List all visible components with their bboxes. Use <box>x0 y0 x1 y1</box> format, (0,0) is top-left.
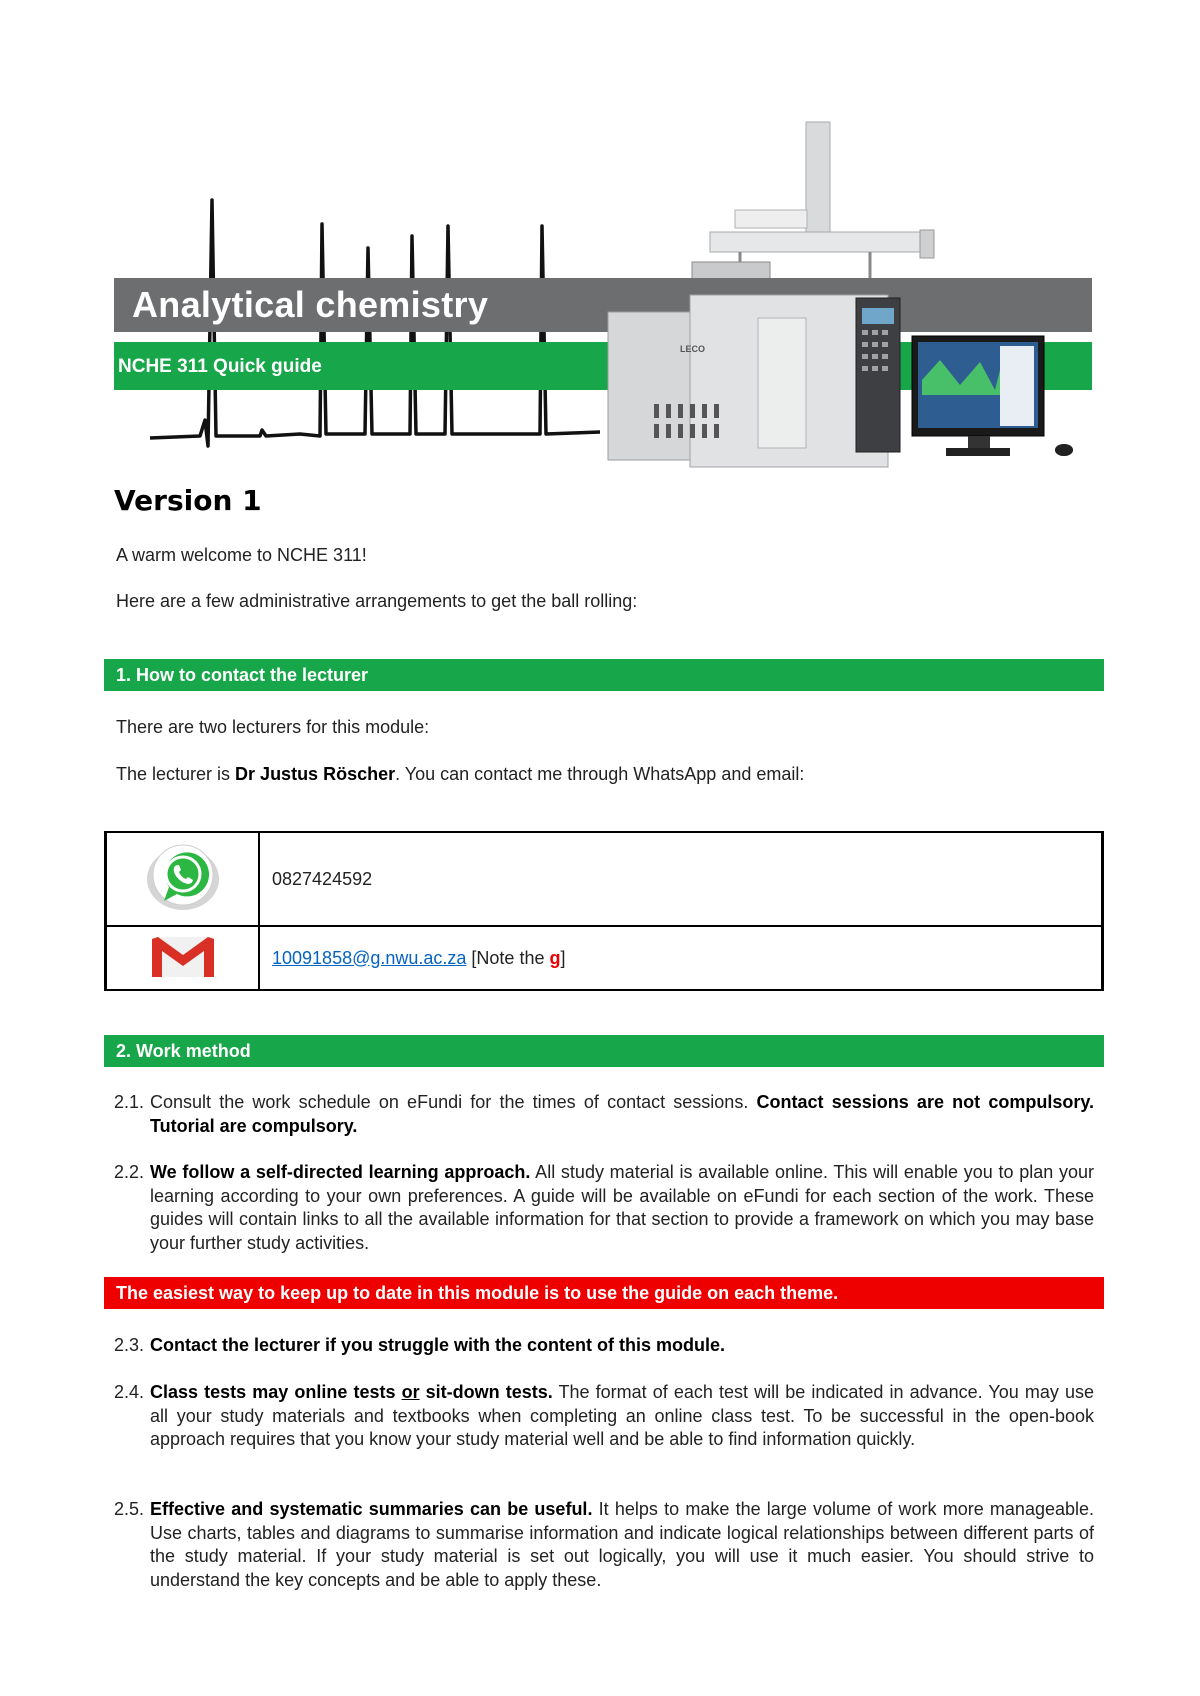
list-item-number: 2.3. <box>114 1335 145 1355</box>
list-item-number: 2.5. <box>114 1499 145 1519</box>
highlight-bar <box>104 1277 1104 1309</box>
list-item-number: 2.2. <box>114 1162 145 1182</box>
lecturer-name: Dr Justus Röscher <box>235 764 396 784</box>
whatsapp-icon-cell <box>106 832 260 926</box>
email-note-prefix: [Note the <box>466 947 550 968</box>
list-item-number: 2.4. <box>114 1382 145 1402</box>
contact-table <box>104 831 1104 991</box>
list-item-bold-a: Class tests may online tests <box>150 1382 402 1402</box>
email-note-suffix: ] <box>560 947 566 968</box>
section-2-heading: 2. Work method <box>116 1041 251 1061</box>
lecturer-line <box>116 764 804 785</box>
email-link[interactable]: 10091858@g.nwu.ac.za <box>272 947 467 968</box>
contact-row-email <box>106 926 1103 990</box>
section-1-heading-bar <box>104 659 1104 691</box>
section-1-heading: 1. How to contact the lecturer <box>116 665 369 685</box>
list-item-2-1 <box>114 1091 1094 1138</box>
list-item-number: 2.1. <box>114 1092 145 1112</box>
lecturer-suffix: . You can contact me through WhatsApp and email: <box>395 764 805 784</box>
whatsapp-icon <box>144 841 222 913</box>
instrument-overlay <box>0 0 1200 480</box>
version-heading: Version 1 <box>114 484 262 517</box>
list-item-bold-underline: or <box>401 1382 420 1402</box>
whatsapp-number: 0827424592 <box>259 832 1103 926</box>
list-item-2-4 <box>114 1381 1094 1452</box>
lecturer-prefix: The lecturer is <box>116 764 236 784</box>
arrangements-text: Here are a few administrative arrangements to get the ball rolling: <box>116 591 638 611</box>
section-2-heading-bar <box>104 1035 1104 1067</box>
list-item-text: The format of each test will be indicated in advance. You may use all your study materials and textbooks when completing an online class test. To be successful in the open-book approach requires that you know your study material well and be able to find information quickly. <box>150 1382 1094 1450</box>
list-item-2-3 <box>114 1334 1094 1358</box>
email-note-letter: g <box>549 947 561 968</box>
gmail-icon <box>150 933 216 979</box>
contact-row-whatsapp <box>106 832 1103 926</box>
list-item-bold-b: sit-down tests. <box>419 1382 553 1402</box>
list-item-bold: Contact sessions are not compulsory. Tutorial are compulsory. <box>150 1092 1095 1136</box>
banner-title: Analytical chemistry <box>132 284 489 325</box>
list-item-2-5 <box>114 1498 1094 1592</box>
list-item-bold: Effective and systematic summaries can be useful. <box>150 1499 593 1519</box>
gmail-icon-cell <box>106 926 260 990</box>
welcome-text: A warm welcome to NCHE 311! <box>116 545 367 565</box>
list-item-text: Consult the work schedule on eFundi for the times of contact sessions. <box>150 1092 757 1112</box>
instrument-brand-label: LECO <box>680 344 706 354</box>
highlight-text: The easiest way to keep up to date in this module is to use the guide on each theme. <box>116 1283 839 1303</box>
list-item-bold: We follow a self-directed learning approach. <box>150 1162 531 1182</box>
lecturers-count-text: There are two lecturers for this module: <box>116 717 430 737</box>
email-cell <box>259 926 1103 990</box>
list-item-text: All study material is available online. This will enable you to plan your learning according to your own preferences. A guide will be available on eFundi for each section of the work. These guides will contain links to all the available information for that section to provide a framework on which you may base your further study activities. <box>150 1162 1094 1253</box>
list-item-2-2 <box>114 1161 1094 1255</box>
list-item-text: It helps to make the large volume of work more manageable. Use charts, tables and diagrams to summarise information and indicate logical relationships between different parts of the study material. If your study material is set out logically, you will use it much easier. You should strive to understand the key concepts and be able to apply these. <box>150 1499 1095 1590</box>
list-item-bold: Contact the lecturer if you struggle with the content of this module. <box>150 1335 726 1355</box>
banner-subtitle: NCHE 311 Quick guide <box>118 356 322 377</box>
